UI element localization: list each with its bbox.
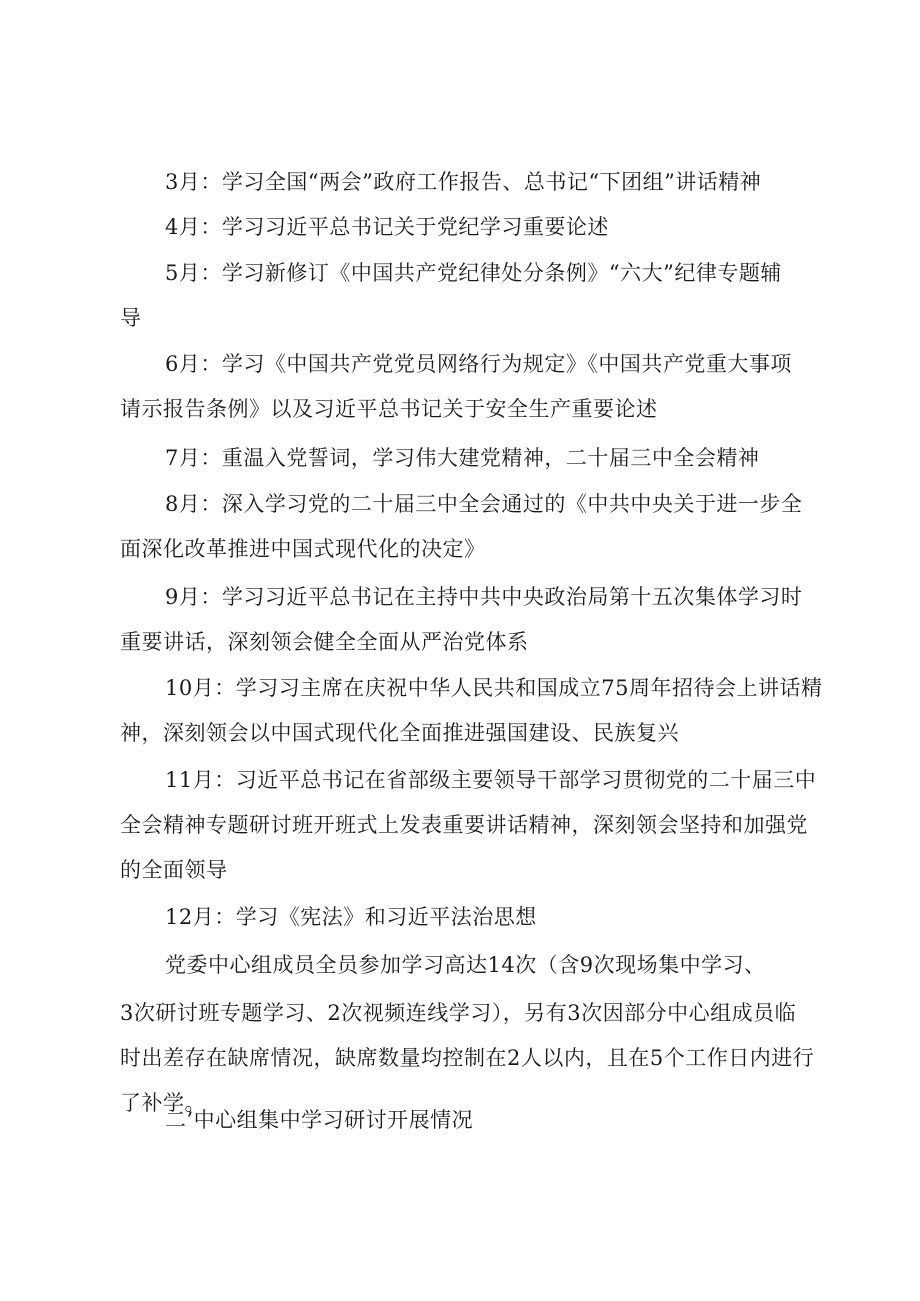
- text-line: 12月：学习《宪法》和习近平法治思想: [165, 905, 537, 929]
- paragraph-november: [120, 758, 817, 893]
- paragraph-summary-intro: [120, 943, 810, 988]
- text-line: 7月：重温入党誓词，学习伟大建党精神，二十届三中全会精神: [165, 446, 760, 470]
- paragraph-october: [120, 666, 823, 756]
- text-line: 重要讲话，深刻领会健全全面从严治党体系: [120, 630, 529, 654]
- text-line: 10月：学习习主席在庆祝中华人民共和国成立75周年招待会上讲话精: [165, 676, 823, 700]
- text-line: 4月：学习习近平总书记关于党纪学习重要论述: [165, 215, 609, 239]
- text-line: 5月：学习新修订《中国共产党纪律处分条例》“六大”纪律专题辅: [165, 261, 782, 285]
- paragraph-august: [120, 482, 810, 572]
- text-line: 二’中心组集中学习研讨开展情况: [165, 1108, 474, 1132]
- text-line: 全会精神专题研讨班开班式上发表重要讲话精神，深刻领会坚持和加强党: [120, 813, 808, 837]
- text-line: 6月：学习《中国共产党党员网络行为规定》《中国共产党重大事项: [165, 352, 792, 376]
- paragraph-march: [120, 160, 810, 205]
- paragraph-june: [120, 342, 810, 432]
- section-heading: [120, 1098, 810, 1143]
- text-line: 的全面领导: [120, 858, 228, 882]
- text-line: 面深化改革推进中国式现代化的决定》: [120, 537, 486, 561]
- paragraph-july: [120, 436, 810, 481]
- text-line: 时出差存在缺席情况，缺席数量均控制在2人以内，且在5个工作日内进行: [120, 1046, 815, 1070]
- text-line: 3月：学习全国“两会”政府工作报告、总书记“下团组”讲话精神: [165, 170, 762, 194]
- text-line: 党委中心组成员全员参加学习高达14次（含9次现场集中学习、: [165, 953, 766, 977]
- paragraph-september: [120, 575, 810, 665]
- text-line: 8月：深入学习党的二十届三中全会通过的《中共中央关于进一步全: [165, 492, 803, 516]
- text-line: 了补学。: [120, 1091, 206, 1115]
- text-line: 9月：学习习近平总书记在主持中共中央政治局第十五次集体学习时: [165, 585, 803, 609]
- text-line: 请示报告条例》以及习近平总书记关于安全生产重要论述: [120, 397, 658, 421]
- paragraph-december: [120, 895, 810, 940]
- paragraph-april: [120, 205, 810, 250]
- paragraph-may: [120, 251, 810, 341]
- text-line: 3次研讨班专题学习、2次视频连线学习），另有3次因部分中心组成员临: [120, 1001, 797, 1025]
- text-line: 导: [120, 306, 142, 330]
- text-line: 神，深刻领会以中国式现代化全面推进强国建设、民族复兴: [120, 721, 679, 745]
- text-line: 11月：习近平总书记在省部级主要领导干部学习贯彻党的二十届三中: [165, 768, 817, 792]
